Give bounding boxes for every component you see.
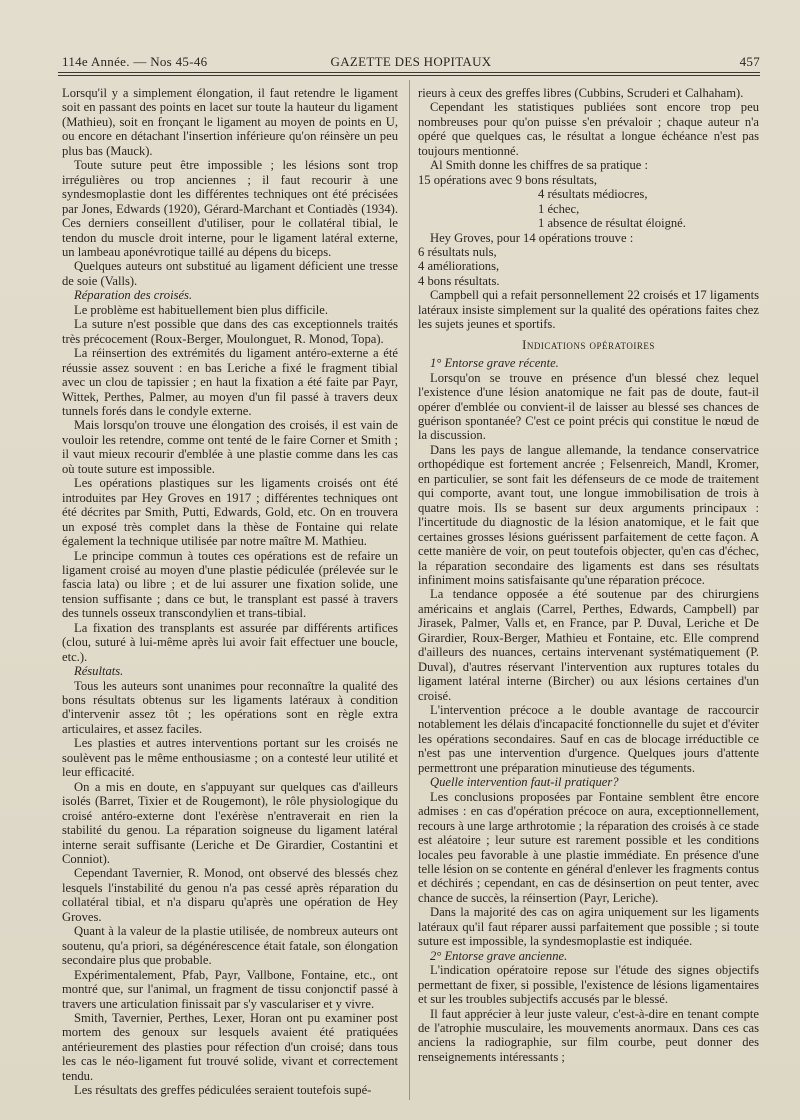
list-item: 4 améliorations, [418, 259, 500, 274]
paragraph: Expérimentalement, Pfab, Payr, Vallbone, Fontaine, etc., ont montré que, sur l'animal, un fragment de tissu conjonctif passé à travers une articulation finissait par s'y vasculariser et y vivre. [62, 967, 398, 1011]
paragraph: Tous les auteurs sont unanimes pour reconnaître la qualité des bons résultats obtenus sur les ligaments latéraux à condition d'intervenir assez tôt ; les opérations sont en règle extra articulaires, et assez faciles. [62, 678, 398, 736]
paragraph: La tendance opposée a été soutenue par des chirurgiens américains et anglais (Carrel, Perthes, Edwards, Campbell) par Jirasek, Palmer, Valls et, en France, par P. Duval, Leriche et De Girardier, Roux-Berger, Mathieu et Fontaine, etc. Elle comprend d'ailleurs des nuances, certains intervenant systématiquement (P. Duval), d'autres réservant l'intervention aux ruptures totales du ligament latéral interne (Bircher) ou aux lésions certaines d'un croisé. [418, 587, 759, 703]
paragraph: Cependant Tavernier, R. Monod, ont observé des blessés chez lesquels l'instabilité du genou n'a pas cessé après réparation du collatéral tibial, et n'a disparu qu'après une opération de Hey Groves. [62, 866, 398, 924]
paragraph: Hey Groves, pour 14 opérations trouve : [430, 230, 634, 245]
paragraph: Smith, Tavernier, Perthes, Lexer, Horan ont pu examiner post mortem des genoux sur lesquels avaient été pratiquées antérieurement des plasties pour réfection d'un croisé; dans tous les cas le néo-ligament fut trouvé solide, vivant et correctement tendu. [62, 1011, 398, 1083]
header-rule [58, 72, 760, 73]
header-rule-double [58, 75, 760, 76]
section-heading: Indications opératoires [522, 337, 655, 352]
paragraph: On a mis en doute, en s'appuyant sur quelques cas d'ailleurs isolés (Barret, Tixier et de Rougemont), le rôle physiologique du croisé antéro-externe dont l'exérèse n'entraverait en rien la stabilité du genou. La réparation soigneuse du ligament latéral interne serait suffisante (Leriche et De Girardier, Costantini et Conniot). [62, 779, 398, 867]
page-header [62, 48, 760, 74]
issue-number: 114e Année. — Nos 45-46 [62, 54, 208, 69]
list-item: 4 résultats médiocres, [538, 187, 648, 202]
subsection-title: Résultats. [74, 664, 124, 679]
paragraph: Les résultats des greffes pédiculées seraient toutefois supé- [74, 1083, 372, 1098]
paragraph: Il faut apprécier à leur juste valeur, c'est-à-dire en tenant compte de l'atrophie musculaire, les mouvements anormaux. Dans ces cas anciens la radiographie, sur film courbe, peut donner des renseignements intéressants ; [418, 1006, 759, 1064]
paragraph: Dans la majorité des cas on agira uniquement sur les ligaments latéraux qu'il faut réparer aussi parfaitement que possible ; si toute suture est impossible, la syndesmoplastie est indiquée. [418, 905, 759, 949]
paragraph: Cependant les statistiques publiées sont encore trop peu nombreuses pour qu'on puisse s'en prévaloir ; chaque auteur n'a opéré que quelques cas, le résultat a longue échéance n'est pas toujours mentionné. [418, 100, 759, 158]
paragraph: Le principe commun à toutes ces opérations est de refaire un ligament croisé au moyen d'une plastie pédiculée (prélevée sur le fascia lata) ou libre ; et de lui assurer une fixation solide, une tension suffisante ; dans ce but, le transplant est passé à travers des tunnels osseux transcondylien et trans-tibial. [62, 548, 398, 621]
paragraph: Lorsqu'on se trouve en présence d'un blessé chez lequel l'existence d'une lésion anatomique ne fait pas de doute, faut-il opérer d'emblée ou convient-il de laisser au blessé ses chances de guérison spontanée? C'est ce point précis qui constitue le nœud de la discussion. [418, 370, 759, 443]
paragraph: La réinsertion des extrémités du ligament antéro-externe a été réussie assez souvent : en bas Leriche a fixé le fragment tibial avec un clou de tapissier ; en haut la fixation a été faite par Payr, Wittek, Perthes, Palmer, au moyen d'un fil passé à travers deux tunnels forés dans le condyle externe. [62, 346, 398, 418]
paragraph: rieurs à ceux des greffes libres (Cubbins, Scruderi et Calhaham). [418, 86, 744, 100]
paragraph: L'intervention précoce a le double avantage de raccourcir notablement les délais d'incapacité fonctionnelle du sujet et d'éviter les opérations secondaires. Sauf en cas de blocage irréductible ce n'est pas une intervention d'urgence. Quelques jours d'attente permettront une préparation minutieuse des téguments. [418, 703, 759, 775]
left-column [62, 86, 398, 1098]
list-item: 15 opérations avec 9 bons résultats, [418, 172, 598, 187]
subsection-title: 1° Entorse grave récente. [430, 356, 559, 371]
paragraph: Quelques auteurs ont substitué au ligament déficient une tresse de soie (Valls). [62, 259, 398, 288]
list-item: 6 résultats nuls, [418, 244, 497, 259]
paragraph: Dans les pays de langue allemande, la tendance conservatrice orthopédique est fortement ancrée ; Felsenreich, Mandl, Kromer, en particulier, se sont fait les défenseurs de ce mode de traitement qui comporte, avant tout, une longue immobilisation de trois à quatre mois. Ils se basent sur deux arguments principaux : l'incertitude du diagnostic de la lésion anatomique, et le fait que certaines grosses lésions guérissent parfaitement de cette façon. A cette manière de voir, on peut toutefois objecter, qu'en cas d'échec, la réparation secondaire des ligaments est dans ses résultats infiniment moins satisfaisante qu'une réparation précoce. [418, 442, 759, 587]
paragraph: Les conclusions proposées par Fontaine semblent être encore admises : en cas d'opération précoce on aura, exceptionnellement, recours à une large arthrotomie ; la réparation des croisés à ce stade est aléatoire ; leur suture est rarement possible et les conditions locales peu favorable à une plastie immédiate. En présence d'une telle lésion on se contente en général d'enlever les fragments contus et déchirés ; cependant, en cas de désinsertion on peut tenter, avec chance de succès, la réinsertion (Payr, Leriche). [418, 789, 759, 905]
paragraph: Les plasties et autres interventions portant sur les croisés ne soulèvent pas le même enthousiasme ; on a contesté leur utilité et leur efficacité. [62, 736, 398, 780]
paragraph: Lorsqu'il y a simplement élongation, il faut retendre le ligament soit en passant des points en lacet sur toute la hauteur du ligament (Mathieu), soit en fronçant le ligament au moyen de points en U, ou encore en détachant l'insertion inférieure qu'on réinsère un peu plus bas (Mauck). [62, 86, 398, 158]
paragraph: Les opérations plastiques sur les ligaments croisés ont été introduites par Hey Groves en 1917 ; différentes techniques ont été décrites par Smith, Putti, Edwards, Gold, etc. On en trouvera un exposé très complet dans la thèse de Fontaine qui relate également la technique utilisée par notre maître M. Mathieu. [62, 476, 398, 549]
paragraph: Toute suture peut être impossible ; les lésions sont trop irrégulières ou trop anciennes ; il faut recourir à une syndesmoplastie dont les différentes techniques ont été précisées par Jones, Edwards (1920), Gérard-Marchant et Contiadès (1934). Ces derniers conseillent d'utiliser, pour le collatéral tibial, le tendon du muscle droit interne, pour le ligament latéral externe, un lambeau aponévrotique taillé au dépens du biceps. [62, 158, 398, 259]
subsection-title: 2° Entorse grave ancienne. [430, 948, 568, 963]
paragraph: Quant à la valeur de la plastie utilisée, de nombreux auteurs ont soutenu, qu'a priori, sa dégénérescence était fatale, son élongation secondaire plus que probable. [62, 924, 398, 968]
paragraph: Al Smith donne les chiffres de sa pratique : [430, 158, 649, 173]
paragraph: Mais lorsqu'on trouve une élongation des croisés, il est vain de vouloir les retendre, comme ont tenté de le faire Corner et Smith ; il vaut mieux recourir d'emblée à une plastie comme dans les cas où toute suture est impossible. [62, 418, 398, 476]
right-column [418, 86, 759, 1064]
paragraph: La fixation des transplants est assurée par différents artifices (clou, suturé à lui-même après lui avoir fait effectuer une boucle, etc.). [62, 620, 398, 664]
paragraph: Le problème est habituellement bien plus difficile. [74, 302, 329, 317]
list-item: 4 bons résultats. [418, 273, 500, 288]
paragraph: Campbell qui a refait personnellement 22 croisés et 17 ligaments latéraux insiste simplement sur la qualité des opérations faites chez les sujets jeunes et sportifs. [418, 288, 759, 332]
list-item: 1 absence de résultat éloigné. [538, 216, 686, 231]
page-number: 457 [739, 54, 760, 69]
subsection-title: Réparation des croisés. [74, 288, 193, 303]
journal-title: GAZETTE DES HOPITAUX [330, 54, 492, 69]
subsection-title: Quelle intervention faut-il pratiquer? [430, 775, 619, 790]
paragraph: La suture n'est possible que dans des cas exceptionnels traités très précocement (Roux-Berger, Moulonguet, R. Monod, Topa). [62, 317, 398, 346]
column-separator [409, 80, 410, 1100]
list-item: 1 échec, [538, 201, 580, 216]
paragraph: L'indication opératoire repose sur l'étude des signes objectifs permettant de fixer, si possible, l'existence de lésions ligamentaires et sur les troubles subjectifs accusés par le blessé. [418, 963, 759, 1007]
